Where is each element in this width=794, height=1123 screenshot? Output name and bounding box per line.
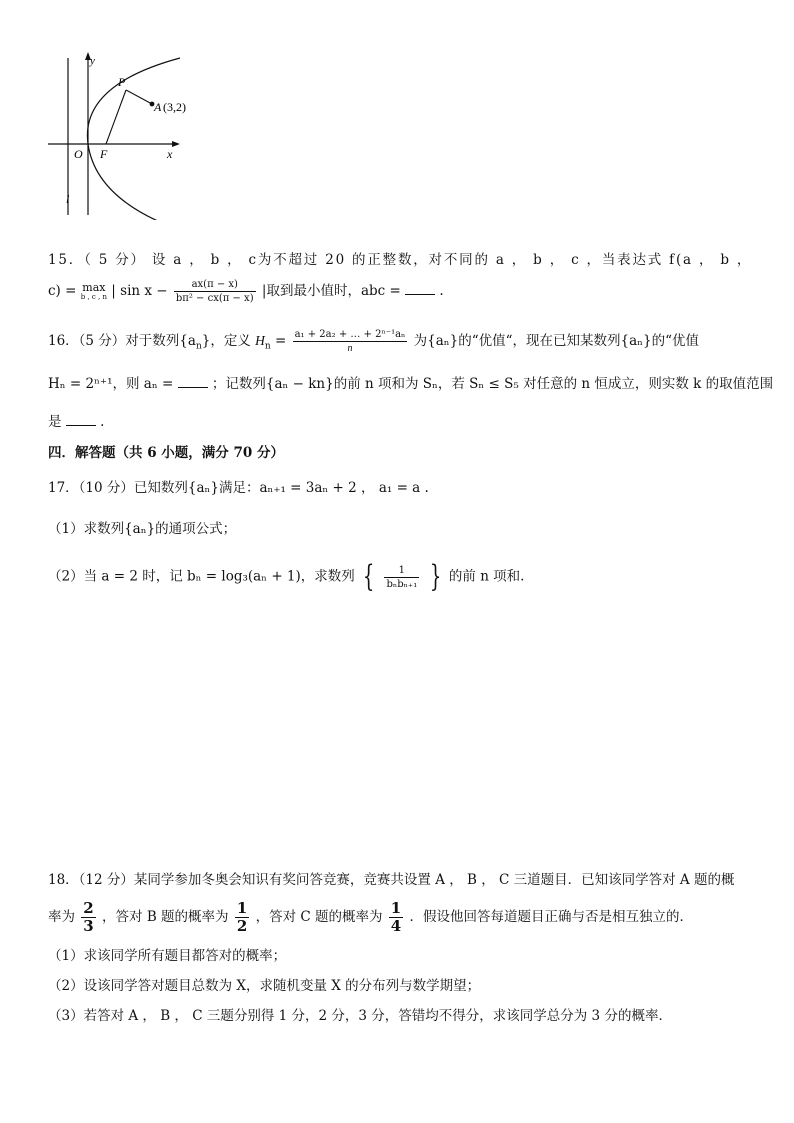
q18-line2: 率为 $\frac{2}{3}$ ，答对 B 题的概率为 $\frac{1}{2}$ ，答对 C 题的概率为 $\frac{1}{4}$ ．假设他回答每道题目正确与否是相互独立的． — [48, 899, 694, 935]
section-heading: 四．解答题（共 6 小题，满分 70 分） — [48, 445, 284, 461]
q18-part2: （2）设该同学答对题目总数为 X，求随机变量 X 的分布列与数学期望； — [48, 978, 481, 994]
q17-part2: （2）当 a = 2 时，记 bₙ = log₃(aₙ + 1)，求数列 { $\frac{1}{\text{bₙbₙ₊₁}}$ } 的前 n 项和. — [48, 559, 525, 594]
q15-line2 — [48, 278, 444, 305]
q16-line2: Hₙ = 2ⁿ⁺¹，则 aₙ = ；记数列{aₙ − kn}的前 n 项和为 Sₙ，若 Sₙ ≤ S₅ 对任意的 n 恒成立，则实数 k 的取值范围 — [48, 376, 774, 392]
q18-part3: （3）若答对 A ， B ， C 三题分别得 1 分，2 分，3 分，答错均不得分，求该同学总分为 3 分的概率． — [48, 1008, 672, 1024]
q15-max: max b , c , n — [80, 281, 107, 301]
label-A-coord: (3,2) — [163, 100, 186, 114]
q18-fraction-c: $\frac{1}{4}$ — [390, 899, 402, 935]
q17-stem: 17．（10 分）已知数列{aₙ}满足：aₙ₊₁ = 3aₙ + 2 ， a₁ = a . — [48, 480, 429, 496]
q15-tail: |取到最小值时，abc = — [261, 283, 401, 299]
q16-line1: 16．（5 分）对于数列$\{a_n\}$，定义 $H_n$ = $\frac{\text{a₁ + 2a₂ + … + 2ⁿ⁻¹aₙ}}{n}$ 为{aₙ}的“优值“，现在已知某数列{aₙ}的“优值 — [48, 329, 700, 354]
q15-abs-open: | sin x − — [111, 283, 168, 299]
q15-answer-blank[interactable] — [405, 282, 435, 295]
segment-PA — [126, 90, 152, 104]
label-O: O — [74, 147, 83, 161]
label-P: P — [118, 75, 126, 89]
label-l: l — [66, 192, 70, 206]
q18-fraction-a: $\frac{2}{3}$ — [83, 899, 94, 935]
q17-fraction: $\frac{1}{\text{bₙbₙ₊₁}}$ — [386, 564, 418, 590]
q18-fraction-b: $\frac{1}{2}$ — [236, 899, 248, 935]
x-axis-arrow — [172, 141, 180, 147]
q16-fraction: $\frac{\text{a₁ + 2a₂ + … + 2ⁿ⁻¹aₙ}}{n}$ — [294, 329, 406, 354]
label-y: y — [90, 55, 95, 67]
label-F: F — [100, 147, 108, 161]
q15-fraction: $\frac{ax(\pi - x)}{\text{bπ² − cx(π − x)}}$ — [175, 279, 254, 304]
segment-PF — [106, 90, 126, 144]
parabola-curve — [87, 58, 180, 220]
label-x: x — [167, 147, 173, 161]
parabola-figure — [40, 50, 210, 220]
q18-part1: （1）求该同学所有题目都答对的概率； — [48, 948, 287, 964]
q15-c-eq: c) = — [48, 283, 77, 299]
label-A: A — [154, 100, 162, 114]
q18-line1: 18．（12 分）某同学参加冬奥会知识有奖问答竞赛，竞赛共设置 A ， B ， C 三道题目．已知该同学答对 A 题的概 — [48, 872, 735, 888]
q15-line1: 15．（ 5 分） 设 a ， b ， c为不超过 20 的正整数，对不同的 a ， b ， c ，当表达式 f(a ， b ， — [48, 252, 753, 268]
q17-part1: （1）求数列{aₙ}的通项公式； — [48, 521, 237, 537]
q16-answer-blank-2[interactable] — [66, 413, 96, 426]
q16-line3: 是 . — [48, 414, 105, 430]
q15-end: . — [439, 283, 444, 299]
q16-answer-blank-1[interactable] — [178, 375, 208, 388]
